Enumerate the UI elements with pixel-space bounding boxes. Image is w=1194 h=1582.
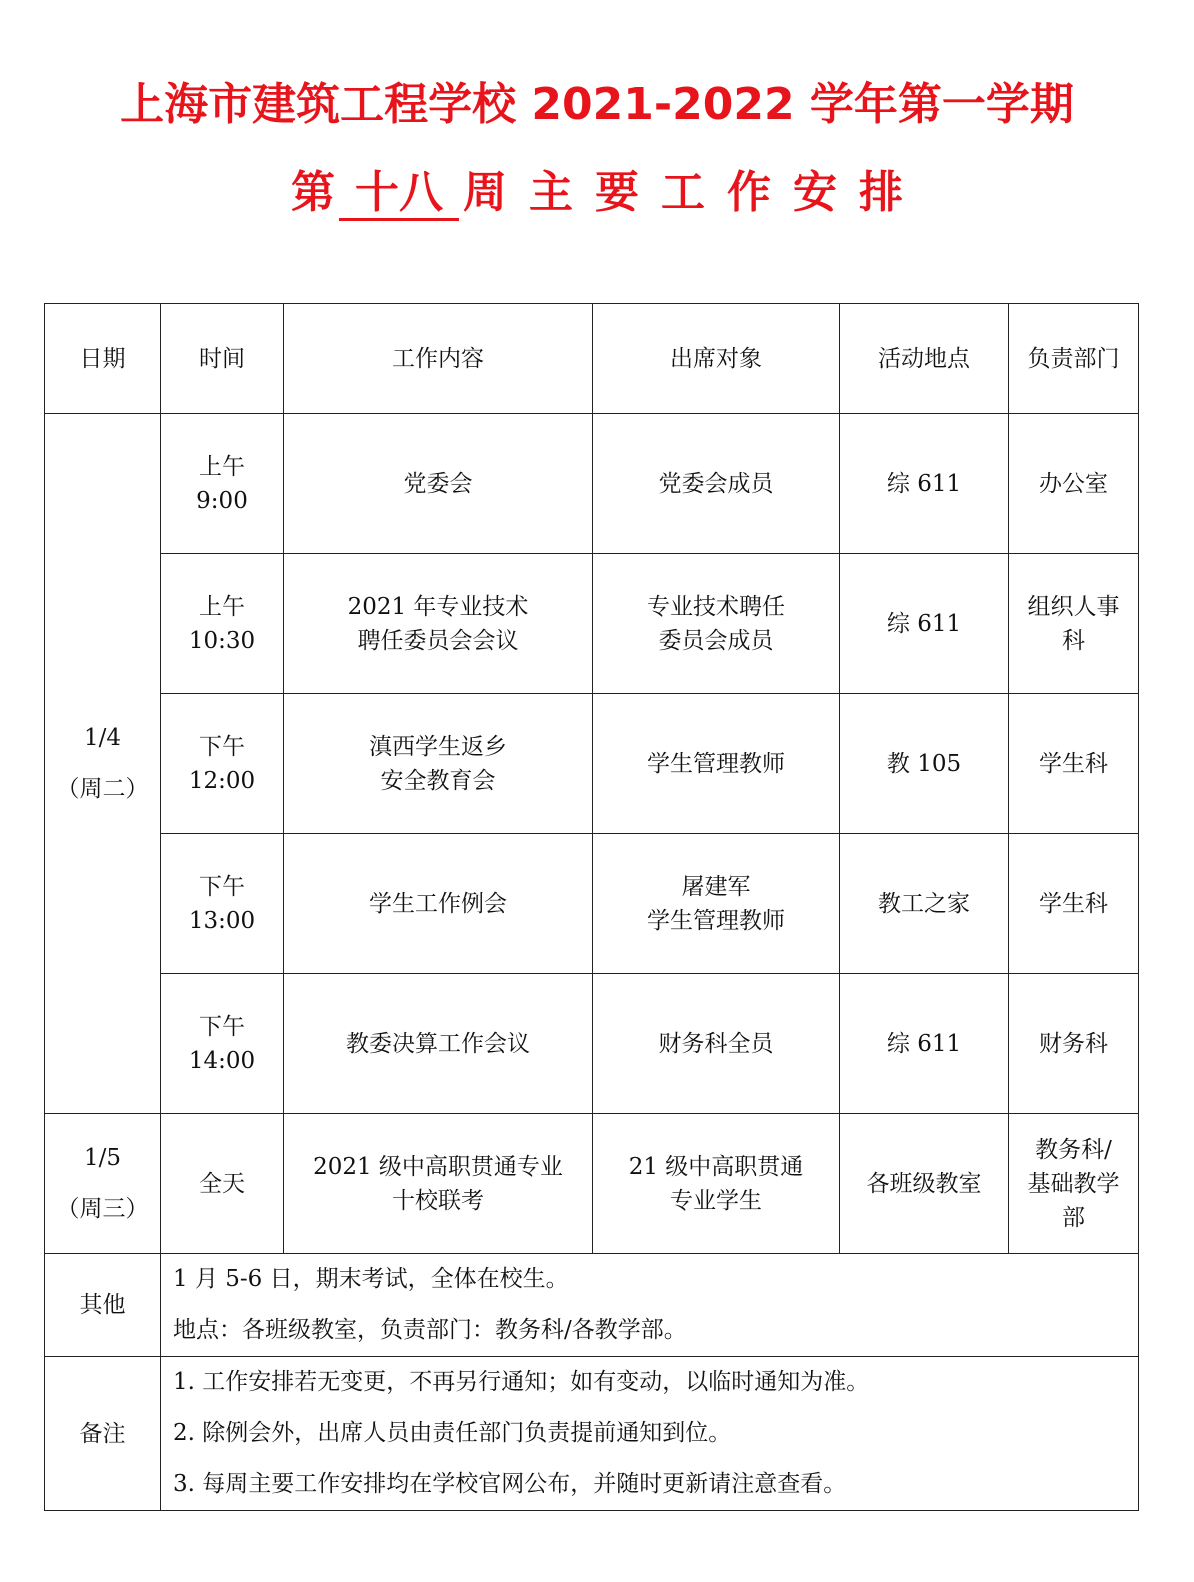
header-location: 活动地点	[840, 304, 1009, 414]
other-line: 1 月 5-6 日，期末考试，全体在校生。	[173, 1266, 569, 1292]
table-row	[45, 414, 1139, 554]
attendees-cell: 党委会成员	[593, 414, 840, 554]
attendees-cell: 财务科全员	[593, 974, 840, 1114]
content-cell: 2021 年专业技术 聘任委员会会议	[284, 554, 593, 694]
header-row	[45, 304, 1139, 414]
attendees-cell: 屠建军 学生管理教师	[593, 834, 840, 974]
subtitle-word: 工	[661, 167, 705, 218]
dept-cell: 学生科	[1009, 834, 1139, 974]
subtitle-word: 排	[859, 167, 903, 218]
dept-cell: 学生科	[1009, 694, 1139, 834]
attendees-cell: 专业技术聘任 委员会成员	[593, 554, 840, 694]
time-cell: 下午 14:00	[161, 974, 284, 1114]
content-cell: 滇西学生返乡 安全教育会	[284, 694, 593, 834]
content-cell: 党委会	[284, 414, 593, 554]
location-cell: 综 611	[840, 554, 1009, 694]
attendees-cell: 21 级中高职贯通 专业学生	[593, 1114, 840, 1254]
notes-content	[161, 1357, 1139, 1511]
header-attendees: 出席对象	[593, 304, 840, 414]
dept-cell: 办公室	[1009, 414, 1139, 554]
date-cell	[45, 414, 161, 1114]
time-cell: 上午 10:30	[161, 554, 284, 694]
header-content: 工作内容	[284, 304, 593, 414]
time-cell: 下午 12:00	[161, 694, 284, 834]
weekday: （周三）	[56, 1195, 149, 1222]
other-label: 其他	[45, 1254, 161, 1357]
week-prefix: 第	[291, 167, 335, 218]
location-cell: 教工之家	[840, 834, 1009, 974]
time-cell: 上午 9:00	[161, 414, 284, 554]
schedule-table	[44, 303, 1139, 1511]
date: 1/4	[83, 724, 121, 751]
note-line: 3. 每周主要工作安排均在学校官网公布，并随时更新请注意查看。	[173, 1471, 847, 1497]
content-cell: 学生工作例会	[284, 834, 593, 974]
location-cell: 综 611	[840, 974, 1009, 1114]
attendees-cell: 学生管理教师	[593, 694, 840, 834]
subtitle-word: 要	[595, 167, 639, 218]
other-line: 地点：各班级教室，负责部门：教务科/各教学部。	[173, 1317, 687, 1343]
other-content	[161, 1254, 1139, 1357]
document-subtitle	[0, 156, 1194, 221]
content-cell: 2021 级中高职贯通专业 十校联考	[284, 1114, 593, 1254]
content-cell: 教委决算工作会议	[284, 974, 593, 1114]
time-cell: 下午 13:00	[161, 834, 284, 974]
header-time: 时间	[161, 304, 284, 414]
subtitle-word: 周	[463, 167, 507, 218]
location-cell: 综 611	[840, 414, 1009, 554]
table-row	[45, 834, 1139, 974]
note-line: 2. 除例会外，出席人员由责任部门负责提前通知到位。	[173, 1420, 732, 1446]
weekday: （周二）	[56, 775, 149, 802]
document-title: 上海市建筑工程学校 2021-2022 学年第一学期	[120, 79, 1074, 130]
dept-cell: 组织人事 科	[1009, 554, 1139, 694]
table-row	[45, 1114, 1139, 1254]
table-row	[45, 554, 1139, 694]
notes-label: 备注	[45, 1357, 161, 1511]
other-row	[45, 1254, 1139, 1357]
week-number: 十八	[339, 168, 459, 221]
subtitle-word: 主	[529, 167, 573, 218]
date: 1/5	[83, 1144, 121, 1171]
table-row	[45, 974, 1139, 1114]
subtitle-word: 安	[793, 167, 837, 218]
notes-row	[45, 1357, 1139, 1511]
table-row	[45, 694, 1139, 834]
dept-cell: 教务科/ 基础教学 部	[1009, 1114, 1139, 1254]
date-cell	[45, 1114, 161, 1254]
subtitle-word: 作	[727, 167, 771, 218]
location-cell: 各班级教室	[840, 1114, 1009, 1254]
note-line: 1. 工作安排若无变更，不再另行通知；如有变动，以临时通知为准。	[173, 1369, 870, 1395]
header-dept: 负责部门	[1009, 304, 1139, 414]
time-cell: 全天	[161, 1114, 284, 1254]
dept-cell: 财务科	[1009, 974, 1139, 1114]
header-date: 日期	[45, 304, 161, 414]
location-cell: 教 105	[840, 694, 1009, 834]
